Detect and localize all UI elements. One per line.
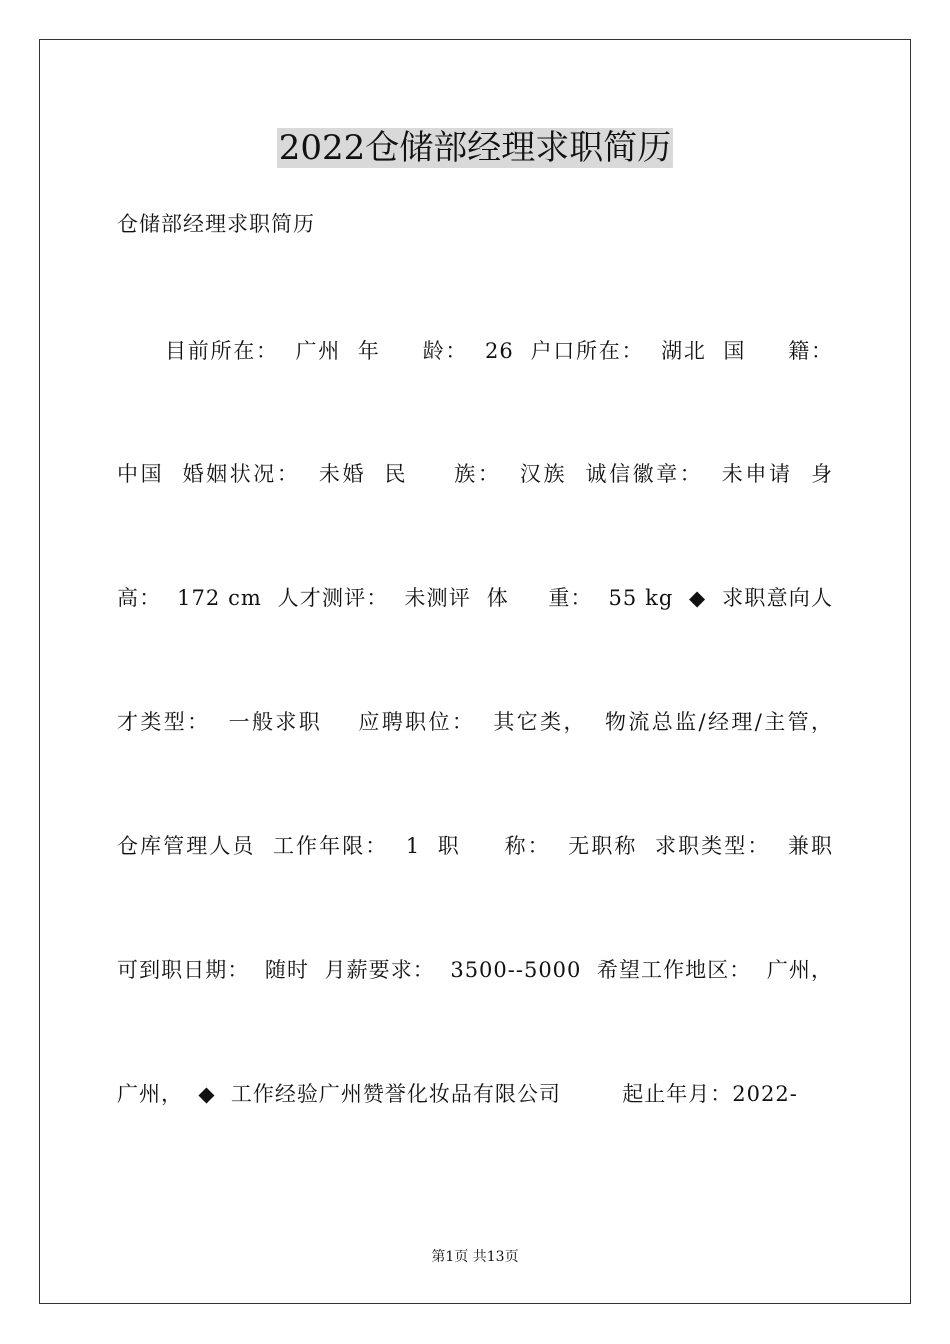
body-line-4: 才类型： 一般求职 应聘职位： 其它类， 物流总监/经理/主管， bbox=[117, 710, 833, 734]
body-line-2: 中国 婚姻状况： 未婚 民 族： 汉族 诚信徽章： 未申请 身 bbox=[117, 462, 833, 486]
body-line-1: 目前所在： 广州 年 龄： 26 户口所在： 湖北 国 籍： bbox=[165, 339, 833, 363]
document-subtitle: 仓储部经理求职简历 bbox=[117, 212, 315, 236]
body-line-7: 广州， ◆ 工作经验广州赞誉化妆品有限公司 起止年月：2022- bbox=[117, 1082, 798, 1106]
body-line-3: 高： 172 cm 人才测评： 未测评 体 重： 55 kg ◆ 求职意向人 bbox=[117, 586, 833, 610]
page-footer: 第1页 共13页 bbox=[431, 1249, 519, 1265]
body-line-5: 仓库管理人员 工作年限： 1 职 称： 无职称 求职类型： 兼职 bbox=[117, 834, 833, 858]
body-line-6: 可到职日期： 随时 月薪要求： 3500--5000 希望工作地区： 广州， bbox=[117, 958, 833, 982]
document-title: 2022仓储部经理求职简历 bbox=[278, 128, 672, 168]
